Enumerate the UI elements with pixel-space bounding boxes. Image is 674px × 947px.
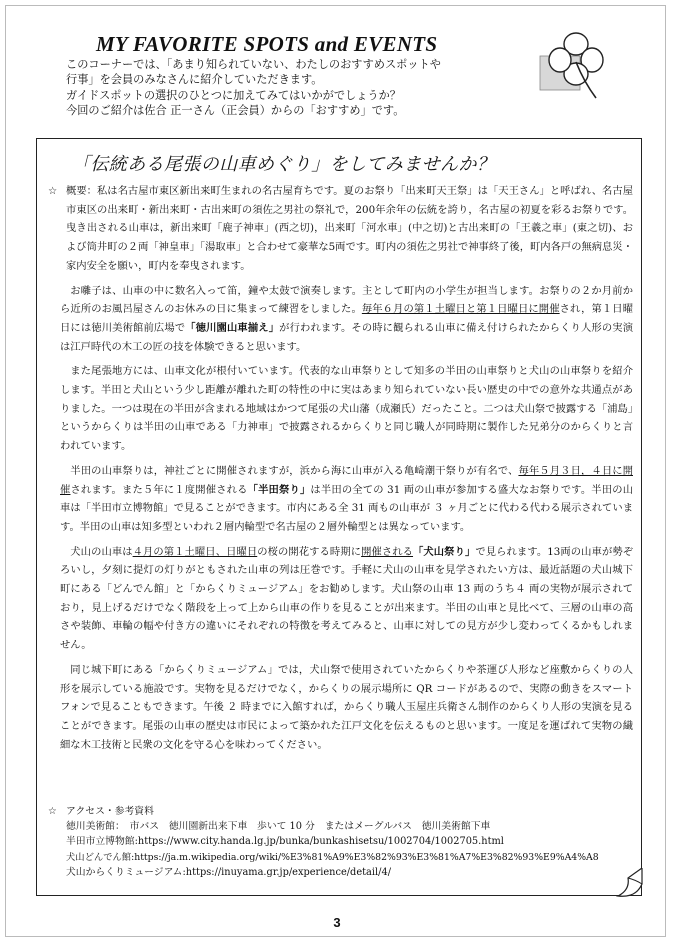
text: され，第１日曜日には徳川美術館前広場で bbox=[60, 303, 634, 334]
text: が行われます。その時に観られる山車に備え付けられたからくり人形の実演は江戸時代の木工の匠の技を体験できると思います。 bbox=[60, 321, 633, 353]
references-heading-text: アクセス・参考資料 bbox=[66, 806, 154, 817]
paragraph-inuyama bbox=[48, 543, 633, 655]
intro-line: ガイドスポットの選択のひとつに加えてみてはいかがでしょうか？ bbox=[66, 88, 401, 102]
intro-line: 行事」を会員のみなさんに紹介していただきます。 bbox=[66, 73, 323, 87]
text: されます。また５年に１度開催される bbox=[70, 483, 248, 496]
text: 半田の山車祭りは，神社ごとに開催されますが，浜から海に山車が入る亀崎潮干祭りが有名で、 bbox=[70, 464, 519, 477]
intro-text bbox=[66, 57, 536, 119]
underlined-date: 毎年６月の第１土曜日と第１日曜日に開催 bbox=[361, 303, 560, 316]
text: 犬山の山車は bbox=[70, 545, 133, 558]
text: 同じ城下町にある「からくりミュージアム」では，犬山祭で使用されていたからくりや茶運び人形など座敷からくりの人形を展示している施設です。実物を見るだけでなく，からくりの展示場所に QR コードがあるので、実際の動きをスマートフォンで見ることもできます。午後 ２ 時までに入館すれば，からくり職人玉屋庄兵衛さん制作のからくり人形の実演を見ることができます。尾張の山車の歴史は市民によって築かれた江戸文化を伝えるものと思います。一度足を運ばれて実物の繊細な木工技術と民衆の文化を守る心を味わってください。 bbox=[60, 663, 633, 751]
article-title: 「伝統ある尾張の山車めぐり」をしてみませんか？ bbox=[72, 154, 496, 175]
overview-paragraph bbox=[48, 182, 633, 276]
highlight-event: 「犬山祭り」 bbox=[413, 545, 476, 558]
text: で見られます。13両の山車が勢ぞろいし，夕刻に提灯の灯りがともされた山車の列は圧巻です。手軽に犬山の山車を見学されたい方は、最近話題の犬山城下町にある「どんでん館」と「からくりミュージアム」をお勧めします。犬山祭の山車 13 両のうち４ 両の実物が展示されており，見上げるだけでなく階段を上って上から山車の作りを見ることが出来ます。半田の山車と見比べて、三層の山車の高さや装飾、車輪の幅や付き方の違いにそれぞれの特徴を考えてみると、山車に対しての見方が少し変わってくるかもしれません。 bbox=[60, 545, 634, 652]
text: また尾張地方には、山車文化が根付いています。代表的な山車祭りとして知多の半田の山車祭りと犬山の山車祭りを紹介します。半田と犬山という少し距離が離れた町の特性の中に実はあまり知られていない長い歴史の中での意外な共通点がありました。一つは現在の半田が含まれる地域はかつて尾張の犬山藩（成瀬氏）だったこと。二つは犬山祭で披露する「浦島」というからくりは半田の山車である「力神車」で披露されるからくりと同じ職人が同時期に製作した兄弟分のからくりと言われています。 bbox=[60, 365, 633, 453]
star-icon: ☆ bbox=[48, 806, 57, 817]
highlight-event: 「半田祭り」 bbox=[247, 483, 311, 496]
page-curl-icon bbox=[614, 868, 644, 898]
references bbox=[48, 804, 633, 880]
intro-line: 今回のご紹介は佐合 正一さん（正会員）からの「おすすめ」です。 bbox=[66, 104, 405, 118]
star-icon: ☆ bbox=[48, 185, 58, 197]
text: の桜の開花する時期に bbox=[257, 545, 362, 558]
paragraph-handa bbox=[48, 462, 633, 537]
intro-line: このコーナーでは、「あまり知られていない、わたしのおすすめスポットや bbox=[66, 58, 441, 71]
highlight-event: 「徳川園山車揃え」 bbox=[185, 321, 280, 334]
paragraph-karakuri bbox=[48, 661, 633, 755]
article-body bbox=[48, 182, 633, 760]
reference-link[interactable]: 犬山からくりミュージアム:https://inuyama.gr.jp/experience/detail/4/ bbox=[66, 866, 391, 878]
reference-item: 徳川美術館： 市バス 徳川園新出来下車 歩いて 10 分 またはメーグルバス 徳川美術館下車 bbox=[66, 821, 491, 833]
underlined-date: 毎年５月３日，４日に開催 bbox=[60, 464, 633, 496]
overview-text: 概要：私は名古屋市東区新出来町生まれの名古屋育ちです。夏のお祭り「出来町天王祭」は「天王さん」と呼ばれ、名古屋市東区の出来町・新出来町・古出来町の須佐之男社の祭礼で，200年余年の伝統を誇り，名古屋の初夏を彩るお祭りです。曳き出される山車は，新出来町「鹿子神車」(西之切)，出来町「河水車」(中之切)と古出来町の「王羲之車」(東之切)、および筒井町の２両「神皇車」「湯取車」と合わせて豪華な5両です。町内の須佐之男社で神事終了後，町内各戸の無病息災・家内安全を願い，町内を奉曳されます。 bbox=[66, 185, 633, 272]
page-number: 3 bbox=[333, 915, 341, 930]
paragraph-owari bbox=[48, 362, 633, 456]
text: は半田の全ての 31 両の山車が参加する盛大なお祭りです。半田の山車は「半田市立博物館」で見ることができます。市内にある全 31 両もの山車が ３ ヶ月ごとに代わる代わる展示されています。半田の山車は知多型といわれ２層内輪型で名古屋の２層外輪型とは異なっています。 bbox=[60, 483, 633, 533]
clover-icon bbox=[536, 30, 610, 104]
text: お囃子は、山車の中に数名入って笛，鐘や太鼓で演奏します。主として町内の小学生が担当します。お祭りの２か月前から近所のお風呂屋さんのお休みの日に集まって練習をしました。 bbox=[60, 284, 633, 316]
underlined-date: ４月の第１土曜日、日曜日 bbox=[132, 545, 258, 558]
paragraph-ohayashi bbox=[48, 282, 633, 357]
page-title: MY FAVORITE SPOTS and EVENTS bbox=[96, 32, 438, 56]
reference-link[interactable]: 犬山どんでん館:https://ja.m.wikipedia.org/wiki/%E3%81%A9%E3%82%93%E3%81%A7%E3%82%93%E9%A4%A8 bbox=[66, 851, 599, 863]
references-heading bbox=[48, 804, 633, 819]
reference-link[interactable]: 半田市立博物館:https://www.city.handa.lg.jp/bunka/bunkashisetsu/1002704/1002705.html bbox=[66, 836, 504, 848]
underlined-text: 開催される bbox=[361, 545, 414, 558]
